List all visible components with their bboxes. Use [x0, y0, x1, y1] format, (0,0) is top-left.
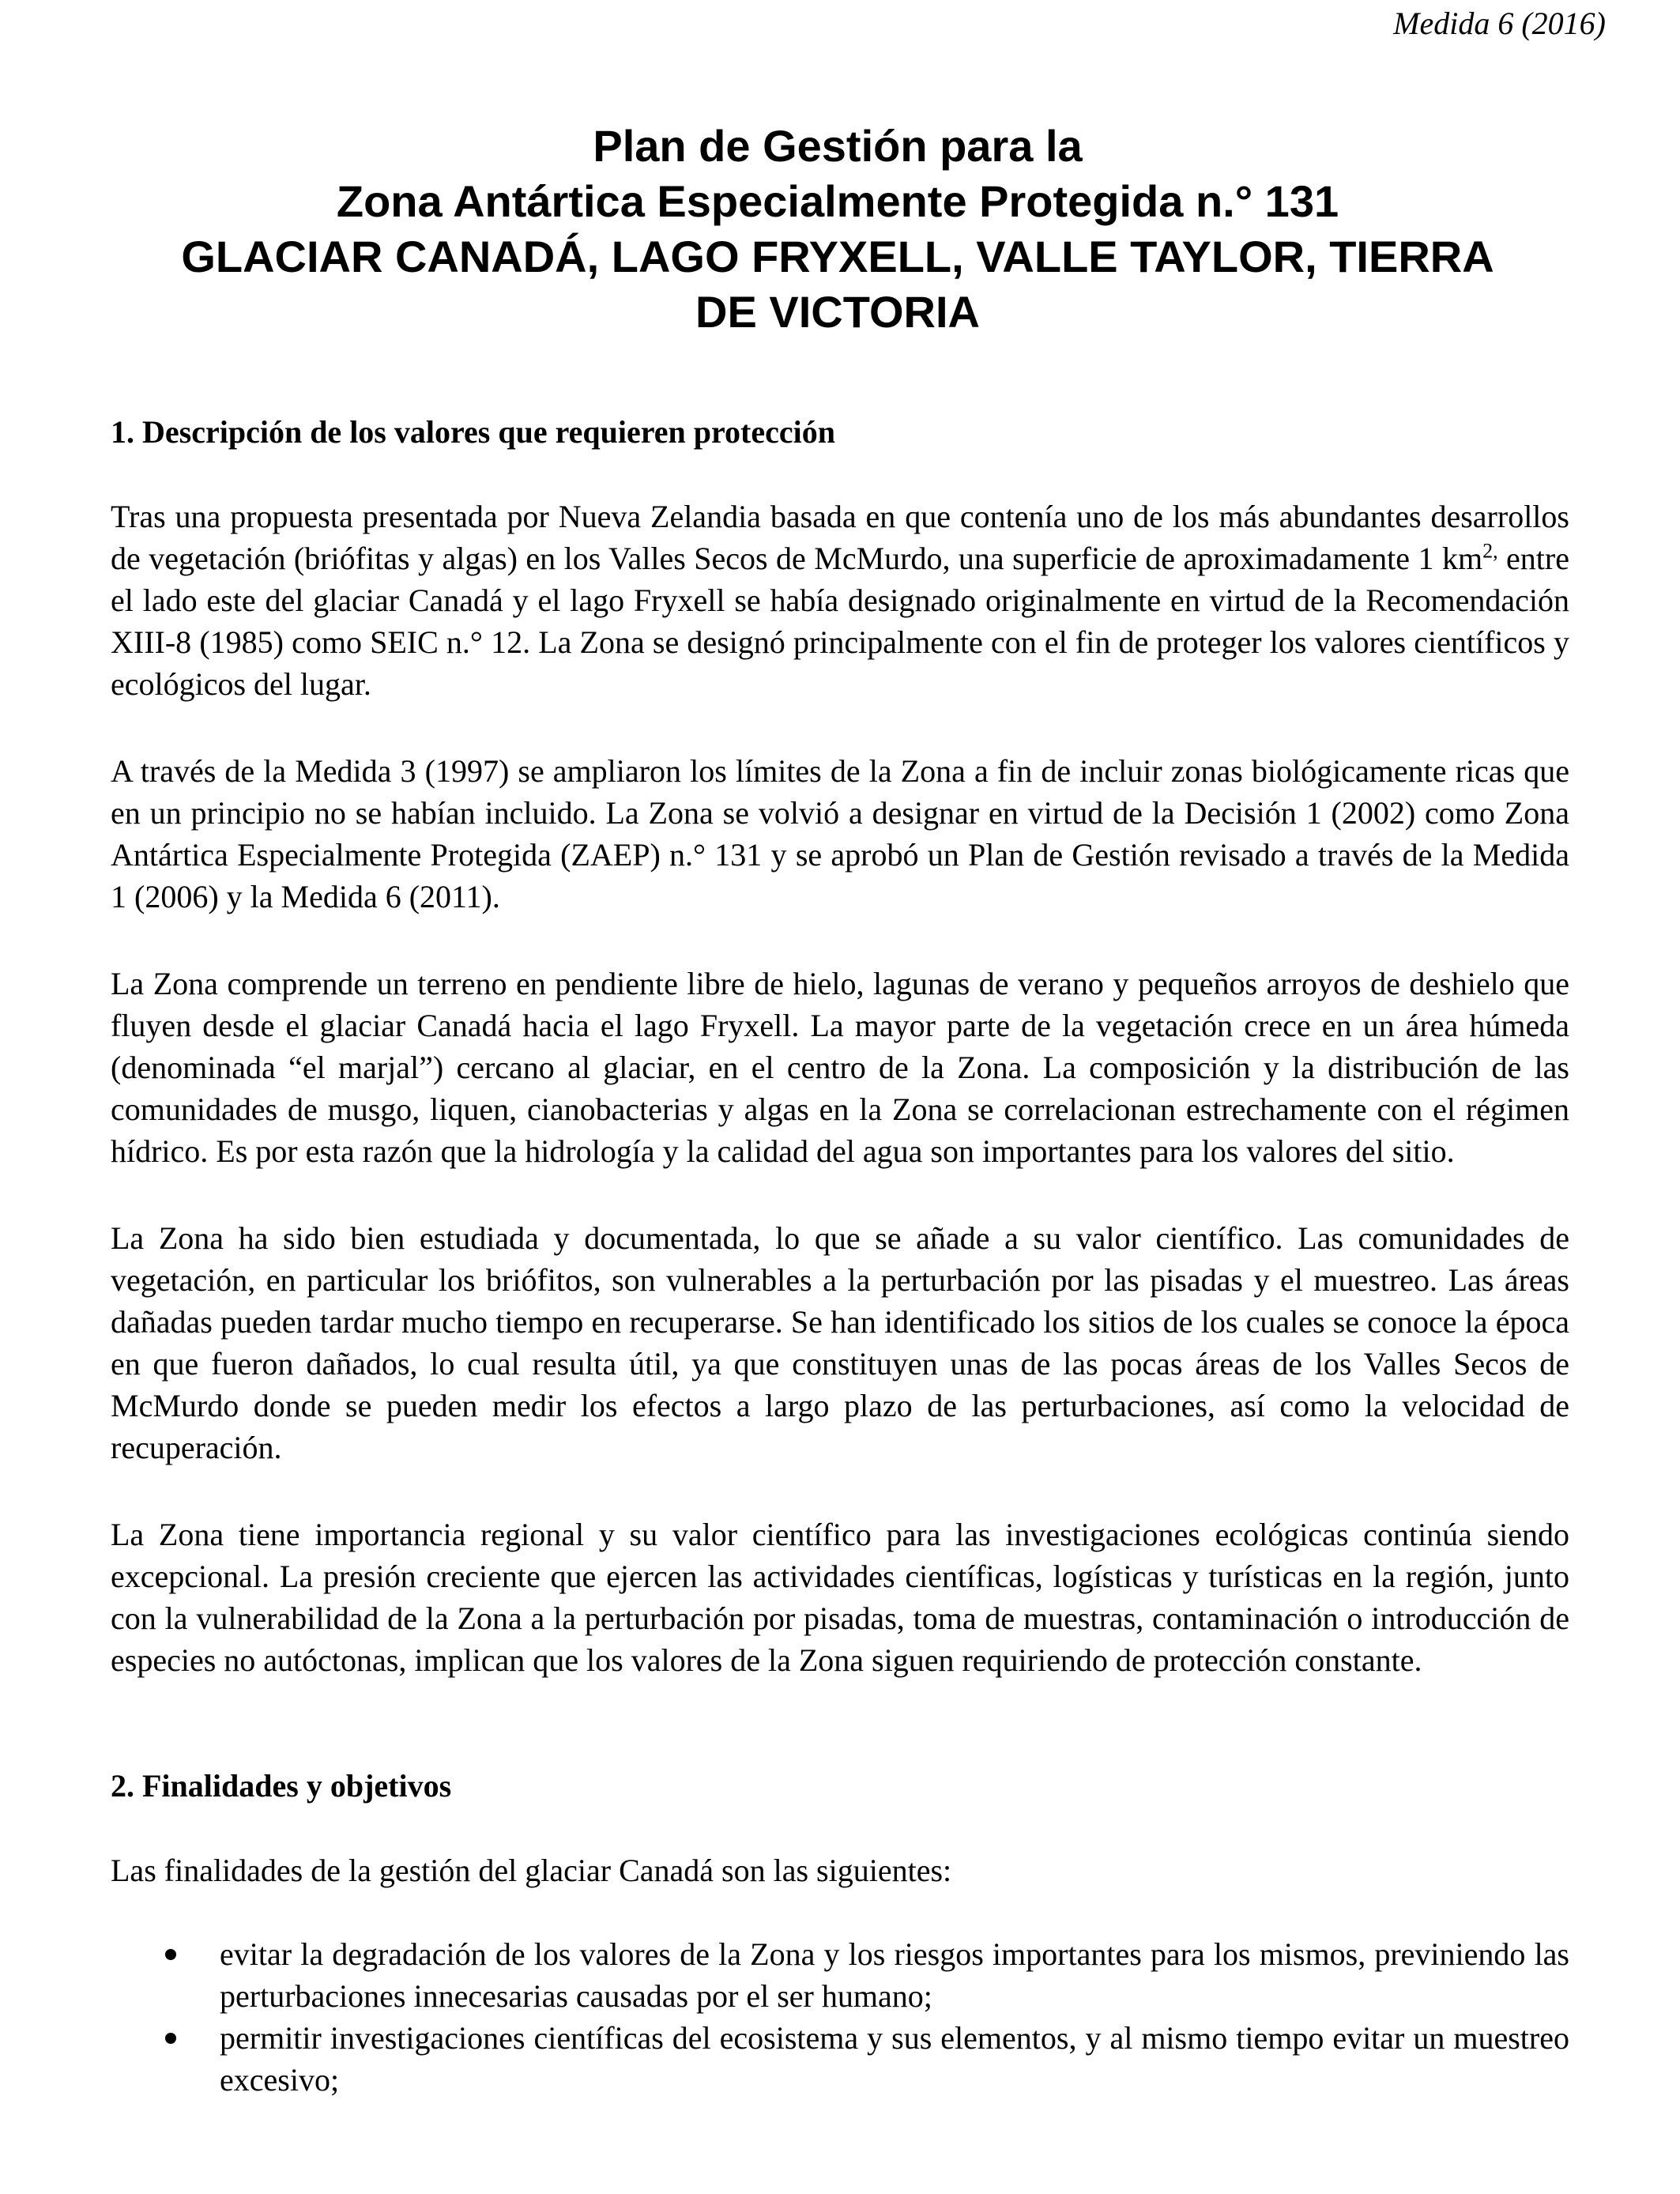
section-1-paragraph-2: A través de la Medida 3 (1997) se ampliaron los límites de la Zona a fin de incluir zonas biológicamente ricas que en un principio no se habían incluido. La Zona se volvió a designar en virtud de la Decisión 1 (2002) como Zona Antártica Especialmente Protegida (ZAEP) n.° 131 y se aprobó un Plan de Gestión revisado a través de la Medida 1 (2006) y la Medida 6 (2011).: [111, 753, 1569, 914]
section-1-paragraph-5: La Zona tiene importancia regional y su valor científico para las investigaciones ecológicas continúa siendo excepcional. La presión creciente que ejercen las actividades científicas, logísticas y turísticas en la región, junto con la vulnerabilidad de la Zona a la perturbación por pisadas, toma de muestras, contaminación o introducción de especies no autóctonas, implican que los valores de la Zona siguen requiriendo de protección constante.: [111, 1517, 1569, 1678]
title-line-4: DE VICTORIA: [695, 287, 980, 337]
running-header: Medida 6 (2016): [1393, 6, 1606, 41]
section-2-heading: 2. Finalidades y objetivos: [111, 1768, 452, 1804]
bullet-icon: [165, 1949, 176, 1960]
list-item: [111, 2017, 1569, 2101]
bullet-icon: [165, 2033, 176, 2044]
paragraph-1-text-a: Tras una propuesta presentada por Nueva Zelandia basada en que contenía uno de los más abundantes desarrollos de vegetación (briófitas y algas) en los Valles Secos de McMurdo, una superficie de aproximadamente 1 km: [111, 499, 1569, 576]
section-1-heading: 1. Descripción de los valores que requieren protección: [111, 414, 835, 450]
aims-list: [111, 1933, 1569, 2101]
title-line-3: GLACIAR CANADÁ, LAGO FRYXELL, VALLE TAYLOR, TIERRA: [181, 232, 1494, 281]
section-1-paragraph-1: [111, 496, 1569, 705]
title-line-1: Plan de Gestión para la: [593, 121, 1083, 171]
section-1-paragraph-4: La Zona ha sido bien estudiada y documentada, lo que se añade a su valor científico. Las comunidades de vegetación, en particular los briófitos, son vulnerables a la perturbación por las pisadas y el muestreo. Las áreas dañadas pueden tardar mucho tiempo en recuperarse. Se han identificado los sitios de los cuales se conoce la época en que fueron dañados, lo cual resulta útil, ya que constituyen unas de las pocas áreas de los Valles Secos de McMurdo donde se pueden medir los efectos a largo plazo de las perturbaciones, así como la velocidad de recuperación.: [111, 1220, 1569, 1465]
paragraph-1-text-b: entre el lado este del glaciar Canadá y el lago Fryxell se había designado originalmente en virtud de la Recomendación XIII-8 (1985) como SEIC n.° 12. La Zona se designó principalmente con el fin de proteger los valores científicos y ecológicos del lugar.: [111, 541, 1569, 702]
document-body: [111, 411, 1569, 2101]
section-2-intro: Las finalidades de la gestión del glaciar Canadá son las siguientes:: [111, 1853, 952, 1888]
list-item-text: evitar la degradación de los valores de la Zona y los riesgos importantes para los mismos, previniendo las perturbaciones innecesarias causadas por el ser humano;: [220, 1936, 1569, 2014]
title-line-2: Zona Antártica Especialmente Protegida n.° 131: [336, 176, 1339, 226]
list-item-text: permitir investigaciones científicas del ecosistema y sus elementos, y al mismo tiempo evitar un muestreo excesivo;: [220, 2020, 1569, 2098]
superscript-2: 2,: [1482, 539, 1498, 563]
section-1-paragraph-3: La Zona comprende un terreno en pendiente libre de hielo, lagunas de verano y pequeños arroyos de deshielo que fluyen desde el glaciar Canadá hacia el lago Fryxell. La mayor parte de la vegetación crece en un área húmeda (denominada “el marjal”) cercano al glaciar, en el centro de la Zona. La composición y la distribución de las comunidades de musgo, liquen, cianobacterias y algas en la Zona se correlacionan estrechamente con el régimen hídrico. Es por esta razón que la hidrología y la calidad del agua son importantes para los valores del sitio.: [111, 966, 1569, 1169]
document-title: [111, 119, 1565, 340]
list-item: [111, 1933, 1569, 2017]
